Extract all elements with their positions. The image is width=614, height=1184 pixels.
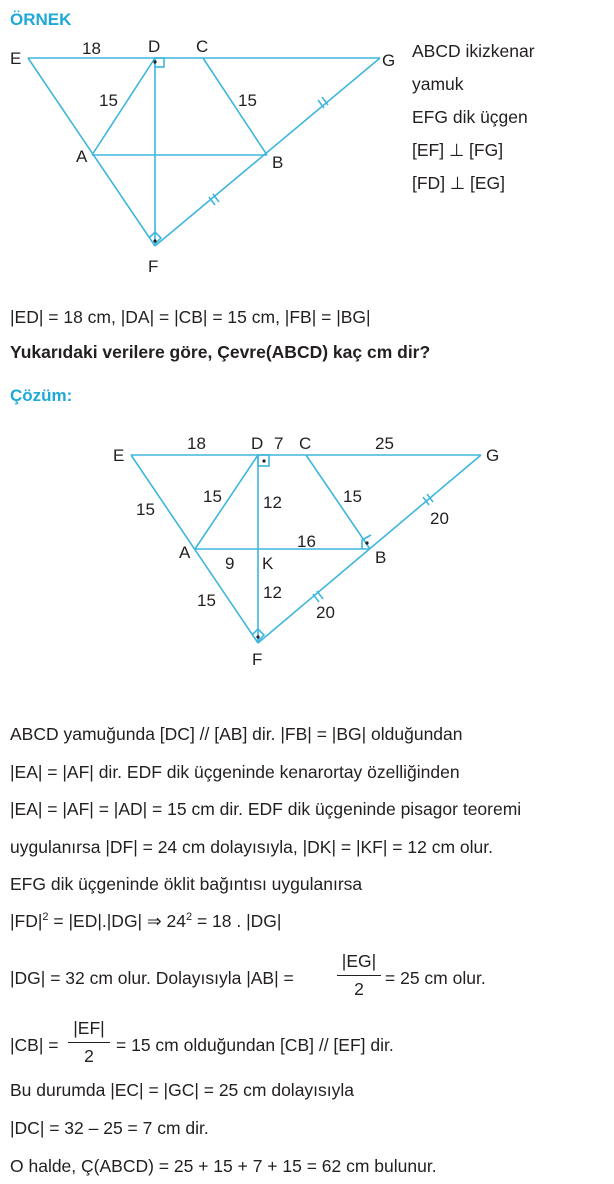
label-D: D [148,37,161,56]
label-E: E [10,49,22,68]
sol-length-ED: 18 [187,434,206,453]
label-G: G [382,51,396,70]
given-line: [EF] ⊥ [FG] [412,140,504,160]
sol-label-D: D [251,434,264,453]
sol-label-F: F [252,650,263,669]
euclid-line: $|FD|^2 = |ED|.|DG|$ ⇒ $24^2 = 18$ . |DG| [10,911,282,931]
length-CB: 15 [238,91,257,110]
cb-line-post: = 15 cm olduğundan [CB] // [EF] dir. [116,1035,394,1055]
sol-length-DK: 12 [263,493,282,512]
solution-line: ABCD yamuğunda [DC] // [AB] dir. |FB| = |BG| olduğundan [10,724,463,744]
given-line: EFG dik üçgen [412,107,528,127]
solution-line: |EA| = |AF| = |AD| = 15 cm dir. EDF dik üçgeninde pisagor teoremi [10,799,522,819]
given-line: ABCD ikizkenar [412,41,535,61]
solution-line: |EA| = |AF| dir. EDF dik üçgeninde kenarortay özelliğinden [10,762,460,782]
sol-length-CB: 15 [343,487,362,506]
question: Yukarıdaki verilere göre, Çevre(ABCD) kaç cm dir? [10,342,431,362]
dg-line-post: = 25 cm olur. [385,968,486,988]
sol-label-C: C [299,434,312,453]
sol-label-B: B [375,548,387,567]
fraction-EF-over-2: |EF| 2 [68,1018,110,1067]
given-line: yamuk [412,74,464,94]
data-line: |ED| = 18 cm, |DA| = |CB| = 15 cm, |FB| = |BG| [10,307,371,327]
sol-length-KF: 12 [263,583,282,602]
sol-label-A: A [179,543,191,562]
given-line: [FD] ⊥ [EG] [412,173,506,193]
fraction-EG-over-2: |EG| 2 [337,951,381,1000]
solution-heading: Çözüm: [10,386,73,405]
sol-length-DC: 7 [274,434,284,453]
sol-label-E: E [113,446,125,465]
solution-line: EFG dik üçgeninde öklit bağıntısı uygulanırsa [10,874,363,894]
example-heading: ÖRNEK [10,10,72,29]
length-DA: 15 [99,91,118,110]
solution-line: uygulanırsa |DF| = 24 cm dolayısıyla, |DK| = |KF| = 12 cm olur. [10,837,493,857]
cb-line-pre: |CB| = [10,1035,59,1055]
sol-length-DA: 15 [203,487,222,506]
sol-length-CG: 25 [375,434,394,453]
solution-line: O halde, Ç(ABCD) = 25 + 15 + 7 + 15 = 62 cm bulunur. [10,1156,437,1176]
label-C: C [196,37,209,56]
sol-tick-FB-2 [317,591,323,599]
given-list [412,35,535,200]
sol-length-BG: 20 [430,509,449,528]
sol-length-AF: 15 [197,591,216,610]
sol-tick-FB-1 [313,594,319,602]
label-A: A [76,147,88,166]
dg-line-pre: |DG| = 32 cm olur. Dolayısıyla |AB| = [10,968,294,988]
sol-length-FB: 20 [316,603,335,622]
sol-length-AK: 9 [225,554,235,573]
line-FG [155,58,380,246]
label-B: B [272,153,284,172]
solution-line: Bu durumda |EC| = |GC| = 25 cm dolayısıyla [10,1080,355,1100]
solution-line: |DC| = 32 – 25 = 7 cm dir. [10,1118,209,1138]
sol-length-KB: 16 [297,532,316,551]
sol-label-G: G [486,446,500,465]
label-F: F [148,257,159,276]
length-ED: 18 [82,39,101,58]
line-CB [203,58,267,155]
sol-length-EA: 15 [136,500,155,519]
sol-label-K: K [262,554,274,573]
